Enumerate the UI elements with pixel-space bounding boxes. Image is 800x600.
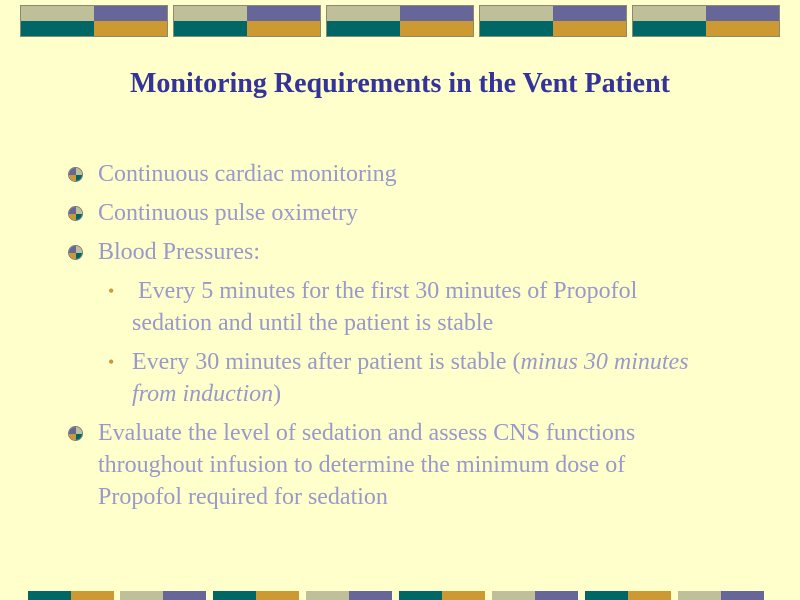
bottom-decoration-band bbox=[0, 588, 800, 600]
top-decoration-band bbox=[0, 0, 800, 44]
decor-tile bbox=[632, 5, 780, 37]
decor-strip bbox=[28, 591, 114, 600]
bullet-item bbox=[68, 417, 708, 513]
decor-strip bbox=[585, 591, 671, 600]
decor-tile bbox=[326, 5, 474, 37]
dot-icon: • bbox=[108, 352, 115, 372]
quartered-disc-icon bbox=[68, 245, 83, 260]
decor-tile bbox=[20, 5, 168, 37]
sub-bullet-text-end: ) bbox=[273, 381, 282, 407]
decor-tile bbox=[173, 5, 321, 37]
bullet-list bbox=[68, 158, 708, 520]
decor-tile bbox=[479, 5, 627, 37]
bullet-item bbox=[68, 197, 708, 229]
decor-strip bbox=[306, 591, 392, 600]
decor-strip bbox=[678, 591, 764, 600]
bullet-text: Blood Pressures: bbox=[98, 239, 260, 265]
sub-bullet-text: Every 5 minutes for the first 30 minutes of Propofol sedation and until the patient is stable bbox=[132, 278, 644, 336]
quartered-disc-icon bbox=[68, 167, 83, 182]
decor-strip bbox=[399, 591, 485, 600]
bullet-item bbox=[68, 236, 708, 268]
sub-bullet-item bbox=[68, 346, 708, 410]
sub-bullet-text: Every 30 minutes after patient is stable ( bbox=[132, 349, 521, 375]
quartered-disc-icon bbox=[68, 206, 83, 221]
sub-bullet-item bbox=[68, 275, 708, 339]
bullet-text: Continuous cardiac monitoring bbox=[98, 161, 397, 187]
decor-strip bbox=[213, 591, 299, 600]
bullet-text: Continuous pulse oximetry bbox=[98, 200, 358, 226]
slide-title: Monitoring Requirements in the Vent Patient bbox=[129, 68, 671, 99]
bullet-text: Evaluate the level of sedation and assess CNS functions throughout infusion to determine the minimum dose of Propofol required for sedation bbox=[98, 420, 636, 510]
quartered-disc-icon bbox=[68, 426, 83, 441]
dot-icon: • bbox=[108, 281, 115, 301]
bullet-item bbox=[68, 158, 708, 190]
decor-strip bbox=[492, 591, 578, 600]
decor-strip bbox=[120, 591, 206, 600]
sub-bullet-emphasis: minus 30 minutes from induction bbox=[132, 349, 689, 407]
